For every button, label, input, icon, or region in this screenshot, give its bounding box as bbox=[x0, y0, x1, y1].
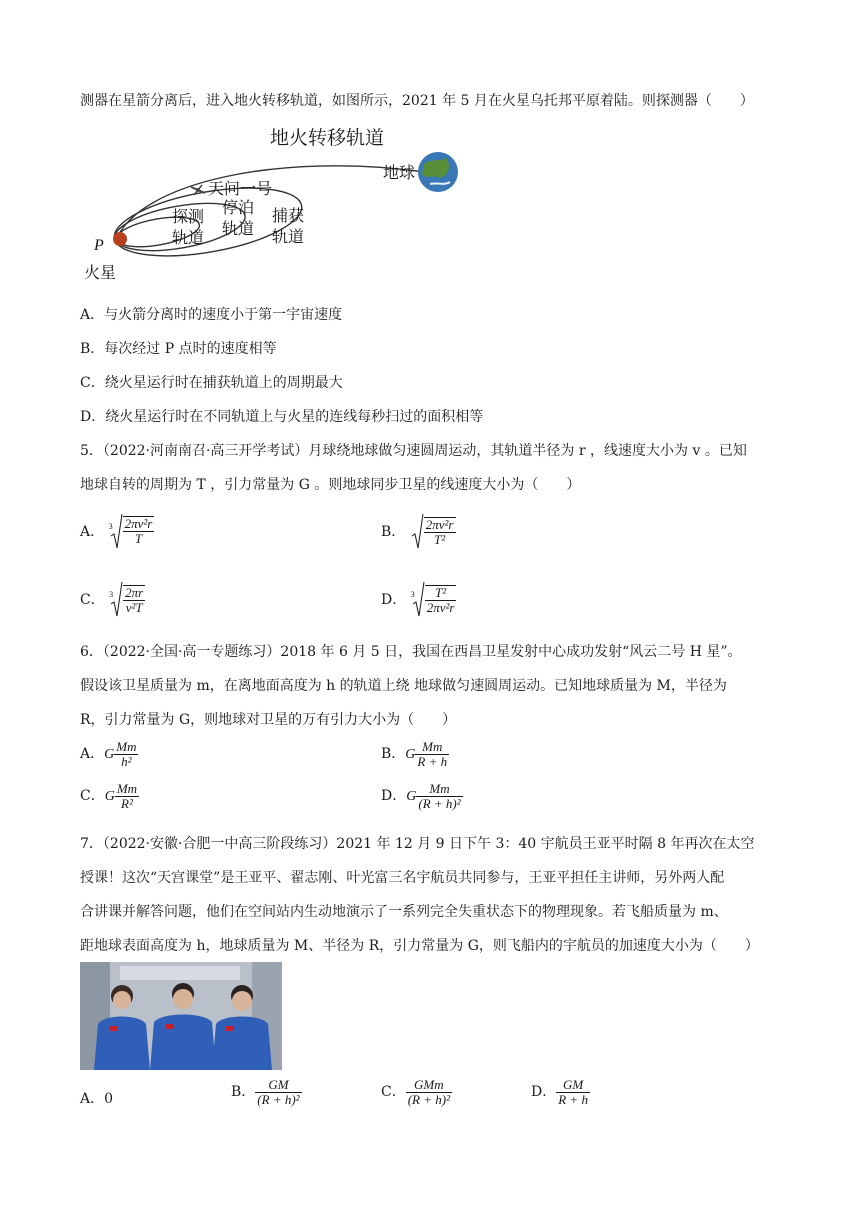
q6-option-a-label: A． bbox=[80, 746, 105, 763]
fraction-numerator: T² bbox=[425, 586, 457, 601]
park-orbit-label-2: 轨道 bbox=[222, 219, 255, 238]
fraction-denominator: h² bbox=[121, 753, 132, 769]
fraction-numerator: 2πr bbox=[125, 585, 144, 601]
cube-root bbox=[109, 580, 145, 620]
radical-sign bbox=[109, 512, 123, 552]
fraction-denominator: R + h bbox=[558, 1091, 588, 1107]
gravitational-constant: G bbox=[405, 747, 416, 763]
square-root bbox=[410, 512, 456, 552]
fraction-numerator: Mm bbox=[415, 740, 449, 755]
q7-option-a[interactable]: A．0 bbox=[80, 1091, 114, 1107]
q7-stem-line2: 授课！这次“天宫课堂”是王亚平、翟志刚、叶光富三名宇航员共同参与，王亚平担任主讲师，另外两人配 bbox=[80, 870, 725, 886]
q4-option-a[interactable]: A．与火箭分离时的速度小于第一宇宙速度 bbox=[80, 307, 343, 323]
q4-option-d[interactable]: D．绕火星运行时在不同轨道上与火星的连线每秒扫过的面积相等 bbox=[80, 409, 484, 425]
q7-stem-line4: 距地球表面高度为 h，地球质量为 M、半径为 R，引力常量为 G，则飞船内的宇航员的加速度大小为（ ） bbox=[80, 938, 759, 954]
fraction-numerator: 2πv²r bbox=[124, 516, 153, 532]
radical-sign bbox=[410, 512, 424, 552]
fraction-numerator: 2πv²r bbox=[425, 517, 454, 533]
fraction-denominator: (R + h)² bbox=[257, 1091, 300, 1107]
q5-option-c-label: C． bbox=[80, 592, 105, 608]
fraction-numerator: GMm bbox=[406, 1078, 452, 1093]
gravitational-constant: G bbox=[104, 747, 115, 763]
q5-option-d-label: D． bbox=[381, 592, 407, 608]
q6-option-a[interactable] bbox=[80, 740, 138, 768]
q5-stem-line2: 地球自转的周期为 T ，引力常量为 G 。则地球同步卫星的线速度大小为（ ） bbox=[80, 477, 581, 493]
q4-option-b[interactable]: B．每次经过 P 点时的速度相等 bbox=[80, 341, 277, 357]
q5-option-c[interactable] bbox=[80, 580, 145, 620]
q6-option-d-label: D． bbox=[381, 788, 407, 805]
fraction-numerator: Mm bbox=[116, 781, 138, 796]
q5-option-b[interactable] bbox=[381, 512, 456, 552]
q7-stem-line1: 7．（2022·安徽·合肥一中高三阶段练习）2021 年 12 月 9 日下午 3：40 宇航员王亚平时隔 8 年再次在太空 bbox=[80, 836, 755, 852]
fraction-denominator: v²T bbox=[125, 600, 143, 615]
q6-stem-line1: 6．（2022·全国·高一专题练习）2018 年 6 月 5 日，我国在西昌卫星发射中心成功发射“风云二号 H 星”。 bbox=[80, 644, 742, 660]
cube-root bbox=[411, 580, 457, 620]
cube-root bbox=[109, 512, 155, 552]
q5-stem-line1: 5．（2022·河南南召·高三开学考试）月球绕地球做匀速圆周运动，其轨道半径为 r ，线速度大小为 v 。已知 bbox=[80, 443, 747, 459]
fraction-denominator: R + h bbox=[417, 753, 448, 769]
q6-option-b-label: B． bbox=[381, 746, 406, 763]
gravitational-constant: G bbox=[406, 789, 417, 805]
fraction-numerator: GM bbox=[255, 1078, 301, 1093]
fraction-denominator: T² bbox=[434, 532, 446, 547]
fraction-numerator: GM bbox=[556, 1078, 590, 1093]
astronauts-photo bbox=[80, 962, 282, 1070]
q5-option-d[interactable] bbox=[381, 580, 456, 620]
fraction-denominator: R² bbox=[121, 795, 133, 811]
q6-option-b[interactable] bbox=[381, 740, 449, 768]
park-orbit-label-1: 停泊 bbox=[222, 198, 255, 217]
detect-orbit-label-2: 轨道 bbox=[172, 228, 205, 247]
q5-option-a[interactable] bbox=[80, 512, 154, 552]
q6-stem-line3: R，引力常量为 G，则地球对卫星的万有引力大小为（ ） bbox=[80, 712, 457, 728]
q7-option-d-label: D． bbox=[531, 1084, 557, 1101]
fraction-denominator: T bbox=[134, 531, 143, 546]
mars-icon bbox=[113, 232, 127, 246]
root-index: 3 bbox=[108, 522, 113, 531]
root-index: 3 bbox=[109, 590, 114, 599]
q6-stem-line2: 假设该卫星质量为 m，在离地面高度为 h 的轨道上绕 地球做匀速圆周运动。已知地球质量为 M，半径为 bbox=[80, 678, 727, 694]
probe-label: 天问一号 bbox=[208, 179, 273, 198]
q7-option-b[interactable] bbox=[231, 1078, 302, 1106]
q5-option-b-label: B． bbox=[381, 524, 406, 540]
q6-option-c[interactable] bbox=[80, 782, 139, 810]
q4-option-c[interactable]: C．绕火星运行时在捕获轨道上的周期最大 bbox=[80, 375, 343, 391]
q7-option-c[interactable] bbox=[381, 1078, 452, 1106]
fraction-denominator: (R + h)² bbox=[407, 1091, 450, 1107]
capture-orbit-label-2: 轨道 bbox=[272, 227, 305, 246]
radical-sign bbox=[109, 580, 123, 620]
q7-option-b-label: B． bbox=[231, 1084, 256, 1101]
radical-sign bbox=[411, 580, 425, 620]
q7-stem-line3: 合讲课并解答问题，他们在空间站内生动地演示了一系列完全失重状态下的物理现象。若飞船质量为 m、 bbox=[80, 904, 728, 920]
detect-orbit-label-1: 探测 bbox=[172, 207, 205, 226]
q5-option-a-label: A． bbox=[80, 524, 105, 540]
earth-label: 地球 bbox=[383, 163, 416, 182]
fraction-numerator: Mm bbox=[116, 739, 137, 754]
q6-option-c-label: C． bbox=[80, 788, 105, 805]
q7-option-c-label: C． bbox=[381, 1084, 406, 1101]
orbit-diagram bbox=[80, 122, 480, 287]
q7-option-d[interactable] bbox=[531, 1078, 590, 1106]
gravitational-constant: G bbox=[104, 789, 115, 805]
q4-stem: 测器在星箭分离后，进入地火转移轨道，如图所示，2021 年 5 月在火星乌托邦平原着陆。则探测器（ ） bbox=[80, 93, 754, 109]
root-index: 3 bbox=[410, 590, 415, 599]
capture-orbit-label-1: 捕获 bbox=[272, 206, 305, 225]
fraction-denominator: (R + h)² bbox=[418, 795, 461, 811]
astronauts-photo-art bbox=[80, 962, 282, 1070]
transfer-orbit-label: 地火转移轨道 bbox=[270, 127, 385, 149]
q6-option-d[interactable] bbox=[381, 782, 463, 810]
fraction-denominator: 2πv²r bbox=[426, 600, 455, 615]
point-p-label: P bbox=[94, 237, 104, 254]
fraction-numerator: Mm bbox=[416, 782, 462, 797]
mars-label: 火星 bbox=[84, 263, 117, 282]
